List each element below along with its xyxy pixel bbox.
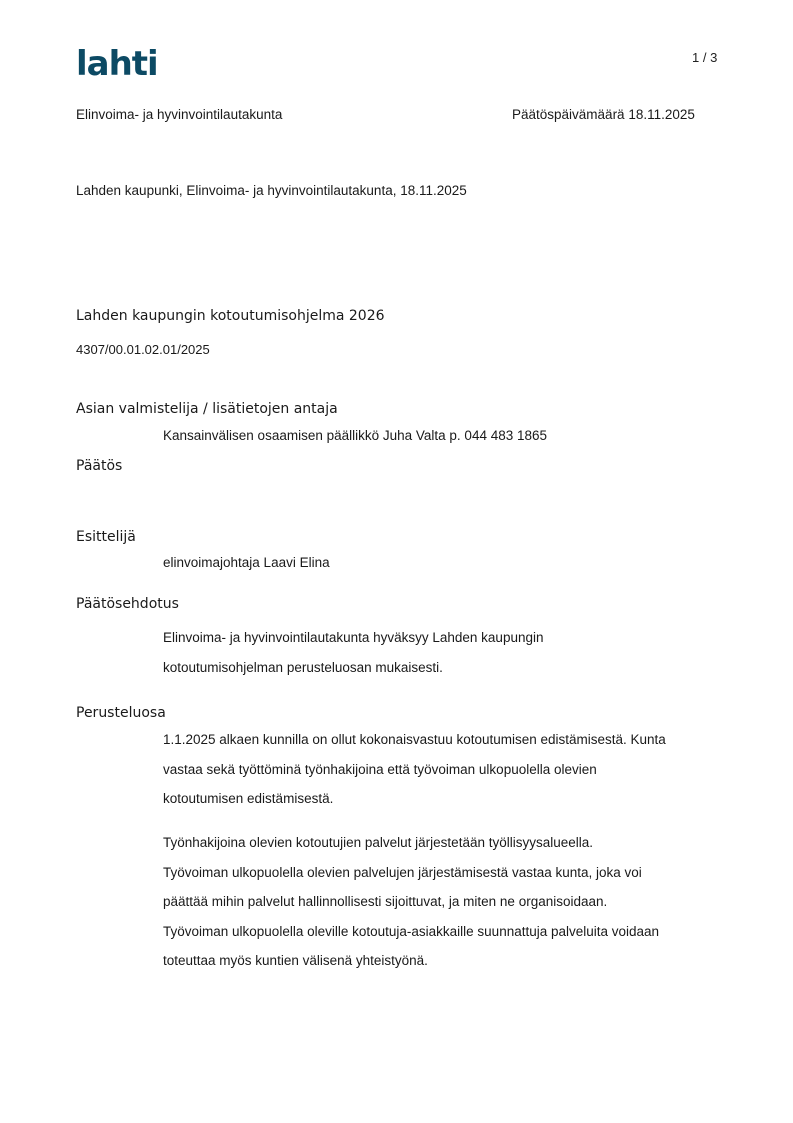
document-title: Lahden kaupungin kotoutumisohjelma 2026 bbox=[76, 308, 385, 324]
rationale-paragraph-1 bbox=[163, 725, 723, 814]
meeting-line: Lahden kaupunki, Elinvoima- ja hyvinvointilautakunta, 18.11.2025 bbox=[76, 183, 467, 198]
lahti-logo: lahti bbox=[76, 44, 158, 84]
proposal-heading: Päätösehdotus bbox=[76, 596, 179, 612]
rationale-line: 1.1.2025 alkaen kunnilla on ollut kokonaisvastuu kotoutumisen edistämisestä. Kunta bbox=[163, 732, 666, 747]
rationale-line: Työvoiman ulkopuolella oleville kotoutuja-asiakkaille suunnattuja palveluita voidaan bbox=[163, 923, 660, 939]
rationale-line: Työnhakijoina olevien kotoutujien palvelut järjestetään työllisyysalueella. bbox=[163, 835, 594, 850]
rationale-line: toteuttaa myös kuntien välisenä yhteistyönä. bbox=[163, 953, 428, 968]
preparer-value: Kansainvälisen osaamisen päällikkö Juha Valta p. 044 483 1865 bbox=[163, 428, 548, 443]
rationale-line: päättää mihin palvelut hallinnollisesti sijoittuvat, ja miten ne organisoidaan. bbox=[163, 894, 608, 909]
presenter-value: elinvoimajohtaja Laavi Elina bbox=[163, 555, 330, 570]
rationale-paragraph-2 bbox=[163, 828, 723, 976]
rationale-line: kotoutumisen edistämisestä. bbox=[163, 791, 334, 806]
committee-name: Elinvoima- ja hyvinvointilautakunta bbox=[76, 107, 283, 122]
decision-date: Päätöspäivämäärä 18.11.2025 bbox=[512, 107, 695, 122]
decision-heading: Päätös bbox=[76, 458, 123, 474]
presenter-heading: Esittelijä bbox=[76, 529, 136, 545]
proposal-text bbox=[163, 623, 723, 682]
rationale-heading: Perusteluosa bbox=[76, 705, 166, 721]
rationale-line: Työvoiman ulkopuolella olevien palvelujen järjestämisestä vastaa kunta, joka voi bbox=[163, 864, 642, 880]
rationale-line: vastaa sekä työttöminä työnhakijoina että työvoiman ulkopuolella olevien bbox=[163, 761, 597, 777]
preparer-heading: Asian valmistelija / lisätietojen antaja bbox=[76, 401, 338, 417]
reference-number: 4307/00.01.02.01/2025 bbox=[76, 342, 210, 357]
proposal-line: kotoutumisohjelman perusteluosan mukaisesti. bbox=[163, 659, 443, 675]
page-indicator: 1 / 3 bbox=[692, 50, 718, 65]
proposal-line: Elinvoima- ja hyvinvointilautakunta hyväksyy Lahden kaupungin bbox=[163, 630, 544, 645]
